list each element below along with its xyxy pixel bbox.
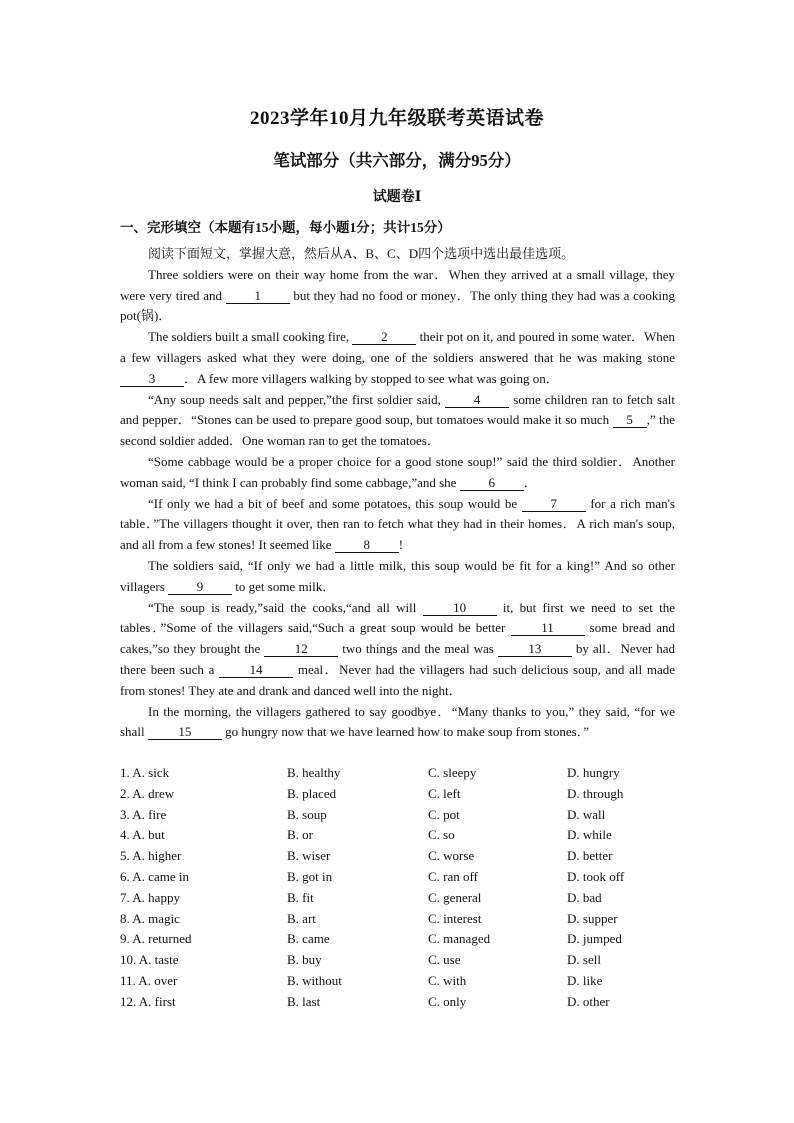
- option-row-10: [120, 950, 680, 971]
- option-row-2: [120, 784, 680, 805]
- option-7-c: C. general: [428, 889, 482, 905]
- option-row-3: [120, 805, 680, 826]
- option-2-a: 2. A. drew: [120, 785, 175, 801]
- option-6-d: D. took off: [567, 868, 625, 884]
- blank-4[interactable]: 4: [445, 393, 509, 408]
- option-8-c: C. interest: [428, 910, 482, 926]
- cloze-passage: [120, 244, 675, 743]
- option-5-b: B. wiser: [287, 848, 331, 864]
- passage-paragraph: “The soup is ready,”said the cooks,“and all will 10 it, but first we need to set the tables．”Some of the villagers said,“Such a great soup would be better 11 some bread and cakes,”so they brought the 12 two things and the meal was 13 by all．Never had there been such a 14 meal．Never had the villagers had such delicious soup, and all made from stones! They ate and drank and danced well into the night．: [120, 599, 676, 698]
- blank-7[interactable]: 7: [522, 497, 586, 512]
- option-row-6: [120, 867, 680, 888]
- option-row-9: [120, 929, 680, 950]
- option-1-d: D. hungry: [567, 765, 620, 780]
- option-8-d: D. supper: [567, 910, 618, 926]
- option-6-a: 6. A. came in: [120, 868, 189, 884]
- option-1-c: C. sleepy: [428, 765, 477, 780]
- option-8-b: B. art: [287, 910, 316, 926]
- option-3-b: B. soup: [287, 806, 327, 822]
- option-row-7: [120, 888, 680, 909]
- passage-paragraph: In the morning, the villagers gathered to say goodbye．“Many thanks to you,” they said, “for we shall 15 go hungry now that we have learned how to make soup from stones．”: [120, 703, 675, 740]
- blank-1[interactable]: 1: [226, 289, 290, 304]
- option-10-b: B. buy: [287, 952, 322, 968]
- blank-15[interactable]: 15: [148, 725, 222, 740]
- blank-8[interactable]: 8: [335, 538, 399, 553]
- option-2-b: B. placed: [287, 785, 337, 801]
- blank-3[interactable]: 3: [120, 372, 184, 387]
- option-3-a: 3. A. fire: [120, 806, 167, 822]
- blank-10[interactable]: 10: [423, 601, 497, 616]
- option-6-c: C. ran off: [428, 868, 478, 884]
- option-1-a: 1. A. sick: [120, 765, 170, 780]
- option-12-b: B. last: [287, 993, 321, 1009]
- blank-12[interactable]: 12: [264, 642, 338, 657]
- passage-paragraph: “Some cabbage would be a proper choice for a good stone soup!” said the third soldier．Another woman said, “I think I can probably find some cabbage,”and she 6 ．: [120, 453, 675, 490]
- option-5-c: C. worse: [428, 848, 475, 864]
- passage-paragraph: “Any soup needs salt and pepper,”the first soldier said, 4 some children ran to fetch salt and pepper．“Stones can be used to prepare good soup, but tomatoes would make it so much 5 ,” the second soldier added．One woman ran to get the tomatoes．: [120, 391, 675, 449]
- passage-paragraph: The soldiers said, “If only we had a little milk, this soup would be fit for a king!” And so other villagers 9 to get some milk．: [120, 557, 675, 594]
- option-9-d: D. jumped: [567, 931, 622, 947]
- option-7-a: 7. A. happy: [120, 889, 180, 905]
- option-12-c: C. only: [428, 993, 467, 1009]
- option-11-a: 11. A. over: [120, 972, 178, 988]
- option-10-c: C. use: [428, 952, 461, 968]
- option-10-a: 10. A. taste: [120, 952, 179, 968]
- option-12-a: 12. A. first: [120, 993, 176, 1009]
- option-row-8: [120, 909, 680, 930]
- option-6-b: B. got in: [287, 868, 333, 884]
- option-3-d: D. wall: [567, 806, 606, 822]
- blank-6[interactable]: 6: [460, 476, 524, 491]
- passage-paragraph: “If only we had a bit of beef and some potatoes, this soup would be 7 for a rich man's table．”The villagers thought it over, then ran to fetch what they had in their homes．A rich man's soup, and all from a few stones! It seemed like 8 !: [120, 495, 675, 553]
- option-9-a: 9. A. returned: [120, 931, 192, 947]
- option-row-11: [120, 971, 680, 992]
- option-12-d: D. other: [567, 993, 610, 1009]
- exam-title: 2023学年10月九年级联考英语试卷: [249, 108, 544, 129]
- blank-13[interactable]: 13: [498, 642, 572, 657]
- option-4-b: B. or: [287, 827, 313, 843]
- blank-2[interactable]: 2: [352, 330, 416, 345]
- blank-5[interactable]: 5: [613, 413, 647, 428]
- option-9-c: C. managed: [428, 931, 491, 947]
- option-row-4: [120, 825, 680, 846]
- option-8-a: 8. A. magic: [120, 910, 180, 926]
- blank-14[interactable]: 14: [219, 663, 293, 678]
- passage-paragraph: Three soldiers were on their way home from the war．When they arrived at a small village, they were very tired and 1 but they had no food or money．The only thing they had was a cooking pot(锅)．: [120, 266, 675, 324]
- option-2-d: D. through: [567, 785, 624, 801]
- option-11-c: C. with: [428, 972, 467, 988]
- option-11-b: B. without: [287, 972, 342, 988]
- option-9-b: B. came: [287, 931, 330, 947]
- option-2-c: C. left: [428, 785, 461, 801]
- option-11-d: D. like: [567, 972, 603, 988]
- paper-part-label: 试题卷Ⅰ: [372, 190, 422, 205]
- blank-11[interactable]: 11: [511, 621, 585, 636]
- answer-options: [120, 763, 680, 1013]
- option-5-d: D. better: [567, 848, 613, 864]
- option-row-5: [120, 846, 680, 867]
- option-10-d: D. sell: [567, 952, 601, 968]
- option-5-a: 5. A. higher: [120, 848, 182, 864]
- instruction-text: 阅读下面短文，掌握大意，然后从A、B、C、D四个选项中选出最佳选项。: [148, 246, 575, 261]
- option-1-b: B. healthy: [287, 765, 341, 780]
- option-row-1: [120, 763, 680, 784]
- option-row-12: [120, 992, 680, 1013]
- option-4-d: D. while: [567, 827, 612, 843]
- option-3-c: C. pot: [428, 806, 460, 822]
- option-4-a: 4. A. but: [120, 827, 165, 843]
- section-heading: 一、完形填空（本题有15小题，每小题1分；共计15分）: [120, 220, 451, 235]
- exam-subtitle: 笔试部分（共六部分，满分95分）: [273, 151, 521, 170]
- option-4-c: C. so: [428, 827, 455, 843]
- blank-9[interactable]: 9: [168, 580, 232, 595]
- option-7-d: D. bad: [567, 889, 602, 905]
- passage-paragraph: The soldiers built a small cooking fire, 2 their pot on it, and poured in some water．When a few villagers asked what they were doing, one of the soldiers answered that he was making stone 3 ．A few more villagers walking by stopped to see what was going on．: [120, 329, 675, 386]
- option-7-b: B. fit: [287, 889, 314, 905]
